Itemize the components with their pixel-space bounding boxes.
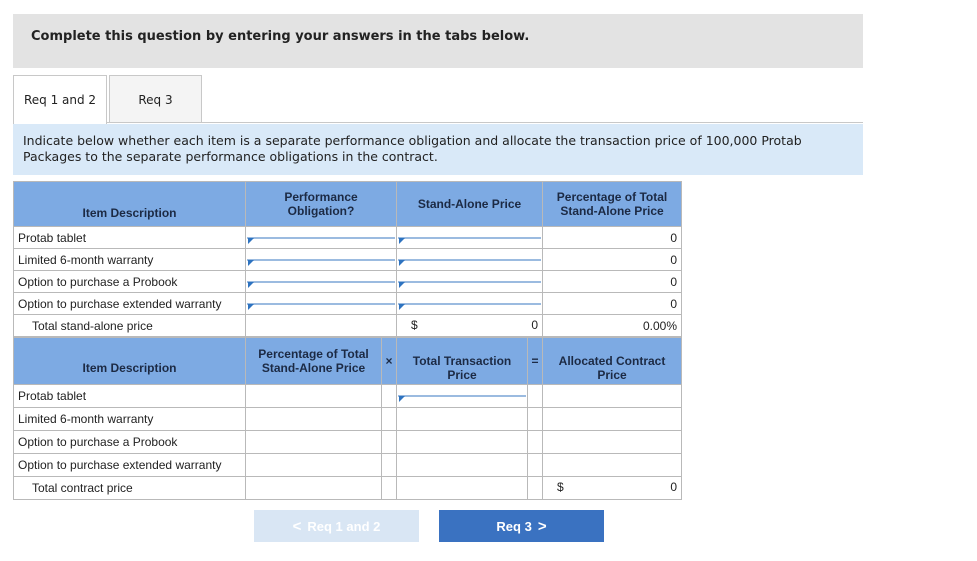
performance-obligation-input[interactable] <box>246 227 397 249</box>
allocated-cell <box>543 454 682 477</box>
input-field[interactable] <box>247 259 395 261</box>
percentage-value: 0 <box>543 249 682 271</box>
col-header-stand-alone-price: Stand-Alone Price <box>397 182 543 227</box>
total-row <box>14 315 682 337</box>
stand-alone-price-input[interactable] <box>397 227 543 249</box>
item-description: Limited 6-month warranty <box>14 408 246 431</box>
item-description: Option to purchase extended warranty <box>14 293 246 315</box>
instructions-text: Indicate below whether each item is a separate performance obligation and allocate the transaction price of 100,000 Protab Packages to the separate performance obligations in the contract. <box>13 124 863 175</box>
total-transaction-price-input[interactable] <box>397 385 528 408</box>
col-header-item-description: Item Description <box>14 338 246 385</box>
input-field[interactable] <box>398 281 541 283</box>
next-button[interactable] <box>439 510 604 542</box>
col-header-percentage-of-total <box>543 182 682 227</box>
input-field[interactable] <box>398 259 541 261</box>
table-row <box>14 271 682 293</box>
col-header-allocated-contract-price-text: Allocated Contract Price <box>558 354 666 382</box>
table-row <box>14 293 682 315</box>
performance-obligation-input[interactable] <box>246 249 397 271</box>
input-field[interactable] <box>398 237 541 239</box>
percentage-cell <box>246 431 382 454</box>
stand-alone-price-input[interactable] <box>397 249 543 271</box>
total-percentage: 0.00% <box>543 315 682 337</box>
percentage-value: 0 <box>543 227 682 249</box>
performance-obligation-input[interactable] <box>246 271 397 293</box>
tab-divider <box>13 122 863 123</box>
col-header-percentage-of-total-text: Percentage of Total Stand-Alone Price <box>258 347 369 375</box>
total-contract-price <box>543 477 682 500</box>
operator-cell <box>382 408 397 431</box>
tab-req-3[interactable] <box>109 75 202 123</box>
transaction-cell <box>397 431 528 454</box>
operator-cell <box>528 385 543 408</box>
item-description: Option to purchase a Probook <box>14 271 246 293</box>
stand-alone-price-table <box>13 181 682 337</box>
input-field[interactable] <box>247 303 395 305</box>
input-field[interactable] <box>398 395 526 397</box>
operator-cell <box>528 431 543 454</box>
operator-cell <box>528 454 543 477</box>
question-header-title: Complete this question by entering your answers in the tabs below. <box>31 29 530 44</box>
stand-alone-price-input[interactable] <box>397 293 543 315</box>
table-row <box>14 385 682 408</box>
percentage-cell <box>246 385 382 408</box>
percentage-value: 0 <box>543 271 682 293</box>
empty-cell <box>382 477 397 500</box>
col-header-total-transaction-price-text: Total Transaction Price <box>412 354 512 382</box>
allocated-cell <box>543 408 682 431</box>
total-label: Total stand-alone price <box>14 315 246 337</box>
tab-label: Req 1 and 2 <box>23 93 97 107</box>
performance-obligation-input[interactable] <box>246 293 397 315</box>
empty-cell <box>246 315 397 337</box>
currency-symbol: $ <box>557 480 564 494</box>
col-header-percentage-of-total <box>246 338 382 385</box>
transaction-cell <box>397 454 528 477</box>
col-header-performance-obligation <box>246 182 397 227</box>
item-description: Option to purchase a Probook <box>14 431 246 454</box>
chevron-right-icon: > <box>537 517 547 535</box>
item-description: Option to purchase extended warranty <box>14 454 246 477</box>
percentage-value: 0 <box>543 293 682 315</box>
col-header-performance-obligation-text: Performance Obligation? <box>284 190 358 218</box>
stand-alone-price-input[interactable] <box>397 271 543 293</box>
empty-cell <box>246 477 382 500</box>
next-button-label: Req 3 <box>496 518 532 534</box>
total-row <box>14 477 682 500</box>
operator-cell <box>382 431 397 454</box>
col-header-percentage-of-total-text: Percentage of Total Stand-Alone Price <box>556 190 668 218</box>
empty-cell <box>528 477 543 500</box>
col-header-item-description: Item Description <box>14 182 246 227</box>
currency-symbol: $ <box>411 318 418 332</box>
tab-label: Req 3 <box>138 92 173 107</box>
input-field[interactable] <box>247 237 395 239</box>
equals-operator: = <box>528 338 543 385</box>
item-description: Limited 6-month warranty <box>14 249 246 271</box>
total-stand-alone-price <box>397 315 543 337</box>
table-row <box>14 408 682 431</box>
table-row <box>14 227 682 249</box>
table-row <box>14 249 682 271</box>
total-contract-price-value: 0 <box>670 480 677 494</box>
chevron-left-icon: < <box>292 517 302 535</box>
percentage-cell <box>246 454 382 477</box>
operator-cell <box>382 385 397 408</box>
total-label: Total contract price <box>14 477 246 500</box>
col-header-total-transaction-price <box>397 338 528 385</box>
input-field[interactable] <box>247 281 395 283</box>
allocated-cell <box>543 385 682 408</box>
prev-button-label: Req 1 and 2 <box>307 518 381 534</box>
item-description: Protab tablet <box>14 385 246 408</box>
allocated-cell <box>543 431 682 454</box>
empty-cell <box>397 477 528 500</box>
item-description: Protab tablet <box>14 227 246 249</box>
percentage-cell <box>246 408 382 431</box>
question-header <box>13 14 863 68</box>
col-header-allocated-contract-price <box>543 338 682 385</box>
table-row <box>14 454 682 477</box>
transaction-cell <box>397 408 528 431</box>
allocation-table <box>13 337 682 500</box>
tab-req-1-and-2[interactable] <box>13 75 107 124</box>
operator-cell <box>382 454 397 477</box>
multiply-operator: × <box>382 338 397 385</box>
total-price-value: 0 <box>531 318 538 332</box>
operator-cell <box>528 408 543 431</box>
prev-button[interactable] <box>254 510 419 542</box>
input-field[interactable] <box>398 303 541 305</box>
table-row <box>14 431 682 454</box>
